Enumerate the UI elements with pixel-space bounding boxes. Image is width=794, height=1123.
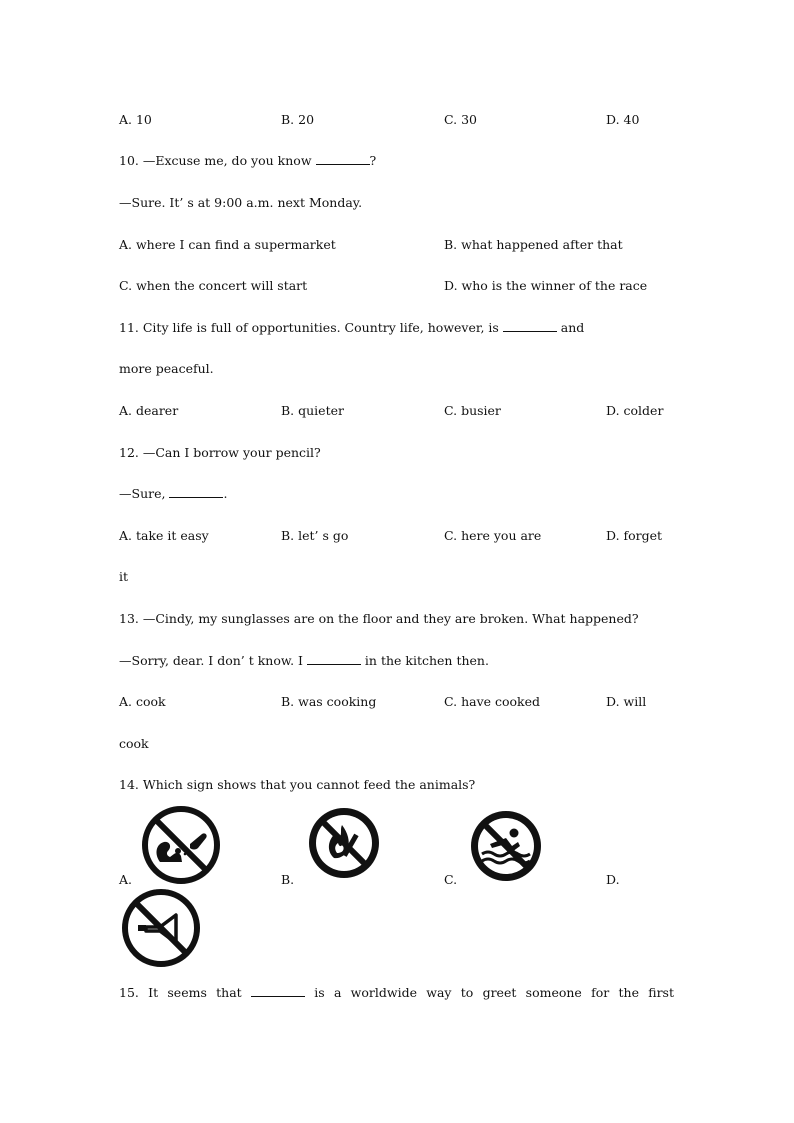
q10-option-d: D. who is the winner of the race: [444, 278, 648, 293]
answer-blank: [251, 985, 305, 997]
q13-option-a: A. cook: [119, 694, 166, 709]
q12-option-a: A. take it easy: [119, 528, 209, 543]
no-swimming-icon: [466, 806, 546, 886]
q9-option-d: D. 40: [606, 112, 640, 127]
answer-blank: [503, 320, 557, 332]
q12-option-d-wrap: it: [119, 569, 129, 584]
q11-stem-line2: more peaceful.: [119, 361, 214, 376]
q13-option-c: C. have cooked: [444, 694, 541, 709]
q10-option-a: A. where I can find a supermarket: [119, 237, 336, 252]
q10-option-c: C. when the concert will start: [119, 278, 308, 293]
q13-reply: —Sorry, dear. I don’ t know. I in the kitchen then.: [119, 653, 489, 668]
q12-option-c: C. here you are: [444, 528, 542, 543]
q14-option-d: D.: [606, 872, 620, 887]
q10-reply: —Sure. It’ s at 9:00 a.m. next Monday.: [119, 195, 363, 210]
q11-option-a: A. dearer: [119, 403, 179, 418]
q9-option-c: C. 30: [444, 112, 477, 127]
q14-option-a: A.: [119, 872, 133, 887]
q14-stem: 14. Which sign shows that you cannot feed the animals?: [119, 777, 476, 792]
q12-option-d: D. forget: [606, 528, 663, 543]
q12-option-b: B. let’ s go: [281, 528, 349, 543]
q12-stem: 12. —Can I borrow your pencil?: [119, 445, 321, 460]
q11-option-d: D. colder: [606, 403, 664, 418]
answer-blank: [316, 153, 370, 165]
q10-option-b: B. what happened after that: [444, 237, 623, 252]
q14-option-b: B.: [281, 872, 295, 887]
q12-reply: —Sure, .: [119, 486, 228, 501]
q13-option-d-wrap: cook: [119, 736, 149, 751]
q15-stem: 15. It seems that is a worldwide way to greet someone for the first: [119, 985, 674, 1000]
q9-option-a: A. 10: [119, 112, 152, 127]
answer-blank: [169, 486, 223, 498]
q13-stem: 13. —Cindy, my sunglasses are on the floor and they are broken. What happened?: [119, 611, 639, 626]
no-horn-icon: [120, 887, 202, 969]
no-feeding-animals-icon: [140, 804, 222, 886]
answer-blank: [307, 653, 361, 665]
q11-stem: 11. City life is full of opportunities. Country life, however, is and: [119, 320, 585, 335]
q14-option-c: C.: [444, 872, 458, 887]
q11-option-b: B. quieter: [281, 403, 344, 418]
q9-option-b: B. 20: [281, 112, 315, 127]
q10-stem: 10. —Excuse me, do you know ?: [119, 153, 377, 168]
q13-option-d: D. will: [606, 694, 647, 709]
no-fire-icon: [304, 803, 384, 883]
q11-option-c: C. busier: [444, 403, 501, 418]
q13-option-b: B. was cooking: [281, 694, 377, 709]
